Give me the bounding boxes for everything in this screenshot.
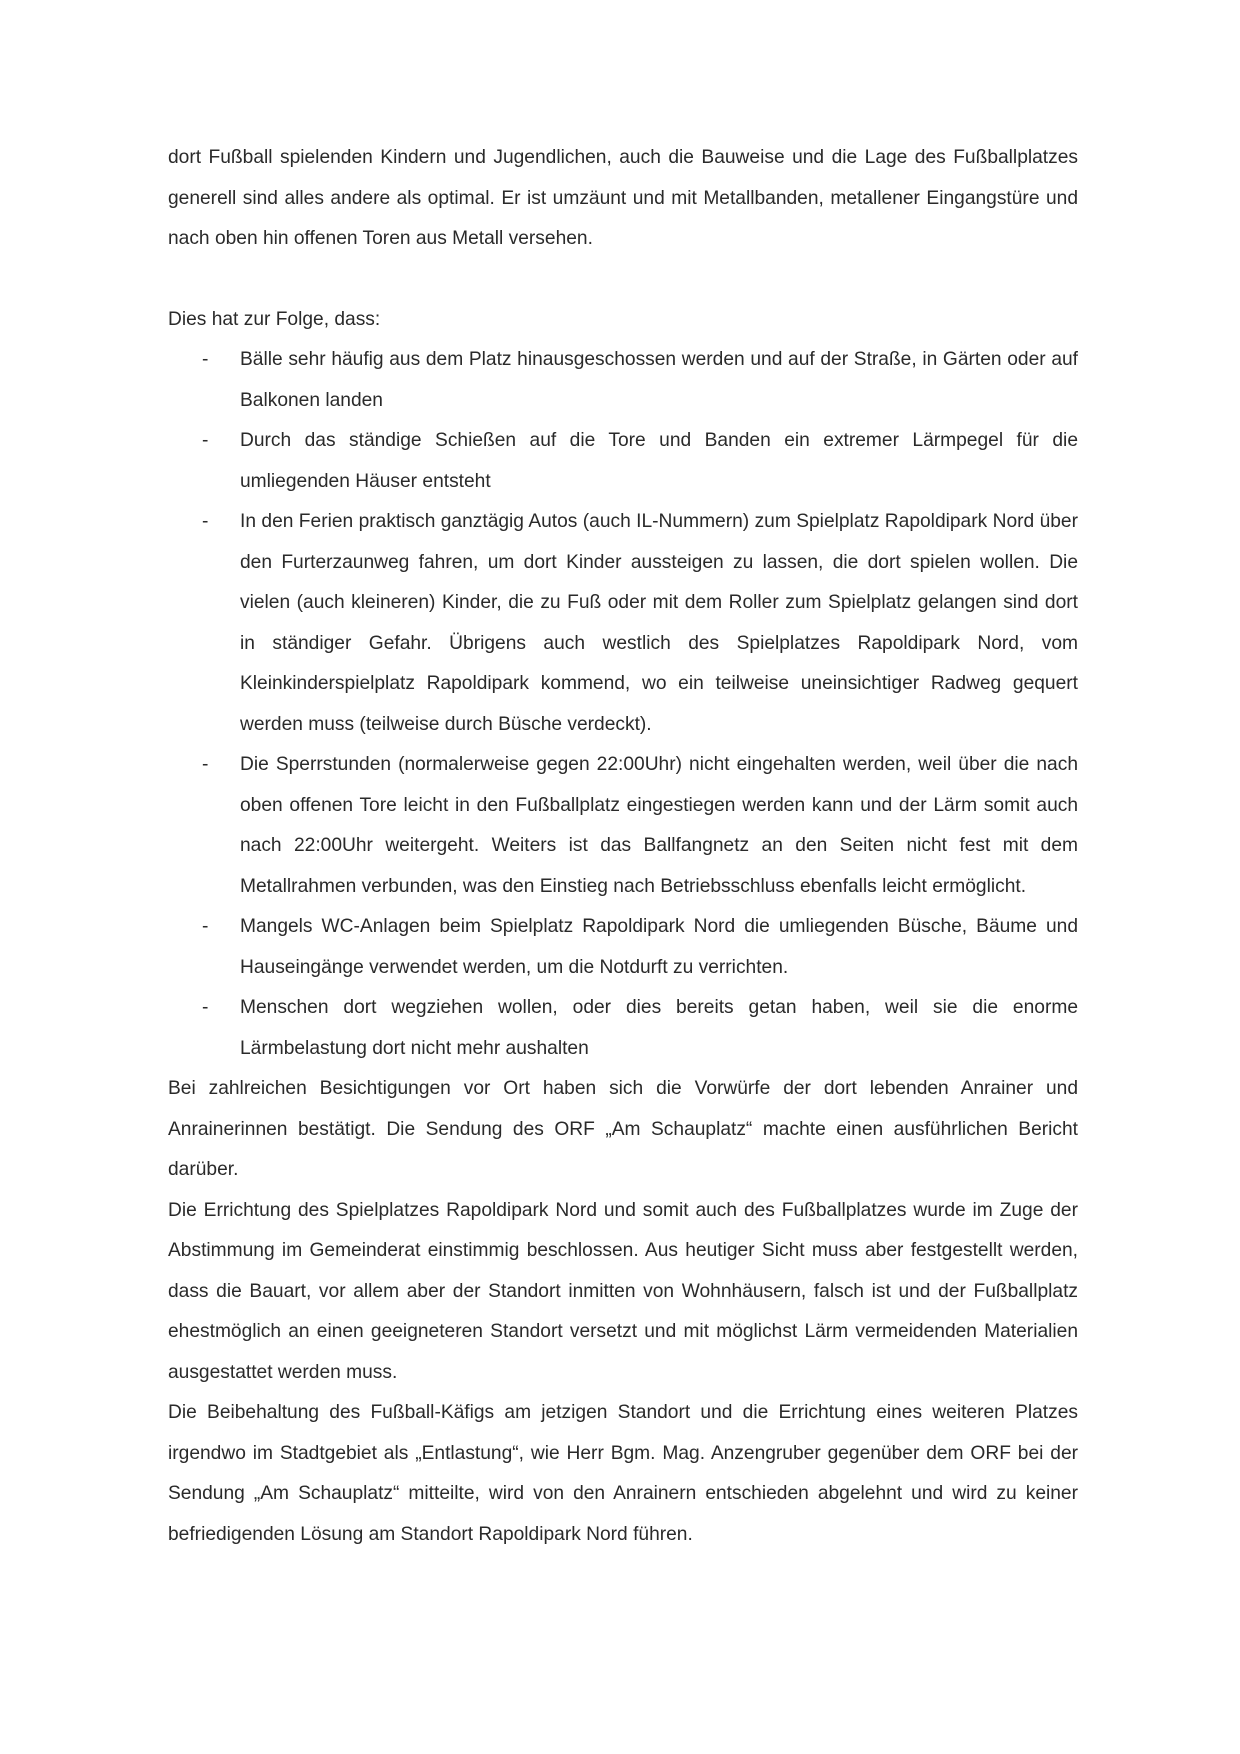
bullet-dash: - [202, 754, 209, 775]
list-item [202, 340, 1078, 421]
list-item [202, 421, 1078, 502]
list-item [202, 907, 1078, 988]
list-item-text: Die Sperrstunden (normalerweise gegen 22:00Uhr) nicht eingehalten werden, weil über die nach oben offenen Tore leicht in den Fußballplatz eingestiegen werden kann und der Lärm somit auch nach 22:00Uhr weitergeht. Weiters ist das Ballfangnetz an den Seiten nicht fest mit dem Metallrahmen verbunden, was den Einstieg nach Betriebsschluss ebenfalls leicht ermöglicht. [240, 754, 1078, 897]
consequence-lead: Dies hat zur Folge, dass: [168, 308, 381, 330]
list-item [202, 745, 1078, 907]
bullet-dash: - [202, 997, 209, 1018]
intro-paragraph: dort Fußball spielenden Kindern und Jugendlichen, auch die Bauweise und die Lage des Fußballplatzes generell sind alles andere als optimal. Er ist umzäunt und mit Metallbanden, metallener Eingangstüre und nach oben hin offenen Toren aus Metall versehen. [168, 147, 1078, 249]
list-item [202, 502, 1078, 745]
bullet-dash: - [202, 430, 209, 451]
list-item-text: Mangels WC-Anlagen beim Spielplatz Rapoldipark Nord die umliegenden Büsche, Bäume und Hauseingänge verwendet werden, um die Notdurft zu verrichten. [240, 916, 1078, 978]
bullet-dash: - [202, 349, 209, 370]
retention-paragraph: Die Beibehaltung des Fußball-Käfigs am jetzigen Standort und die Errichtung eines weiteren Platzes irgendwo im Stadtgebiet als „Entlastung“, wie Herr Bgm. Mag. Anzengruber gegenüber dem ORF bei der Sendung „Am Schauplatz“ mitteilte, wird von den Anrainern entschieden abgelehnt und wird zu keiner befriedigenden Lösung am Standort Rapoldipark Nord führen. [168, 1402, 1078, 1545]
inspection-text: Bei zahlreichen Besichtigungen vor Ort haben sich die Vorwürfe der dort lebenden Anrainer und Anrainerinnen bestätigt. [168, 1078, 1078, 1140]
list-item-text: Bälle sehr häufig aus dem Platz hinausgeschossen werden und auf der Straße, in Gärten oder auf Balkonen landen [240, 349, 1078, 411]
list-item-text: Durch das ständige Schießen auf die Tore und Banden ein extremer Lärmpegel für die umliegenden Häuser entsteht [240, 430, 1078, 492]
inspection-paragraph [168, 1069, 1078, 1191]
bullet-dash: - [202, 511, 209, 532]
list-item-text: In den Ferien praktisch ganztägig Autos (auch IL-Nummern) zum Spielplatz Rapoldipark Nord über den Furterzaunweg fahren, um dort Kinder aussteigen zu lassen, die dort spielen wollen. Die vielen (auch kleineren) Kinder, die zu Fuß oder mit dem Roller zum Spielplatz gelangen sind dort in ständiger Gefahr. Übrigens auch westlich des Spielplatzes Rapoldipark Nord, vom Kleinkinderspielplatz Rapoldipark kommend, wo ein teilweise uneinsichtiger Radweg gequert werden muss (teilweise durch Büsche verdeckt). [240, 511, 1078, 735]
orf-report-text: Die Sendung des ORF „Am Schauplatz“ machte einen ausführlichen Bericht darüber. [168, 1118, 1079, 1180]
consequence-list [168, 340, 1078, 1069]
council-paragraph: Die Errichtung des Spielplatzes Rapoldipark Nord und somit auch des Fußballplatzes wurde im Zuge der Abstimmung im Gemeinderat einstimmig beschlossen. Aus heutiger Sicht muss aber festgestellt werden, dass die Bauart, vor allem aber der Standort inmitten von Wohnhäusern, falsch ist und der Fußballplatz ehestmöglich an einen geeigneteren Standort versetzt und mit möglichst Lärm vermeidenden Materialien ausgestattet werden muss. [168, 1199, 1078, 1383]
document-page [168, 138, 1078, 1555]
list-item-text: Menschen dort wegziehen wollen, oder dies bereits getan haben, weil sie die enorme Lärmbelastung dort nicht mehr aushalten [240, 997, 1078, 1059]
list-item [202, 988, 1078, 1069]
bullet-dash: - [202, 916, 209, 937]
